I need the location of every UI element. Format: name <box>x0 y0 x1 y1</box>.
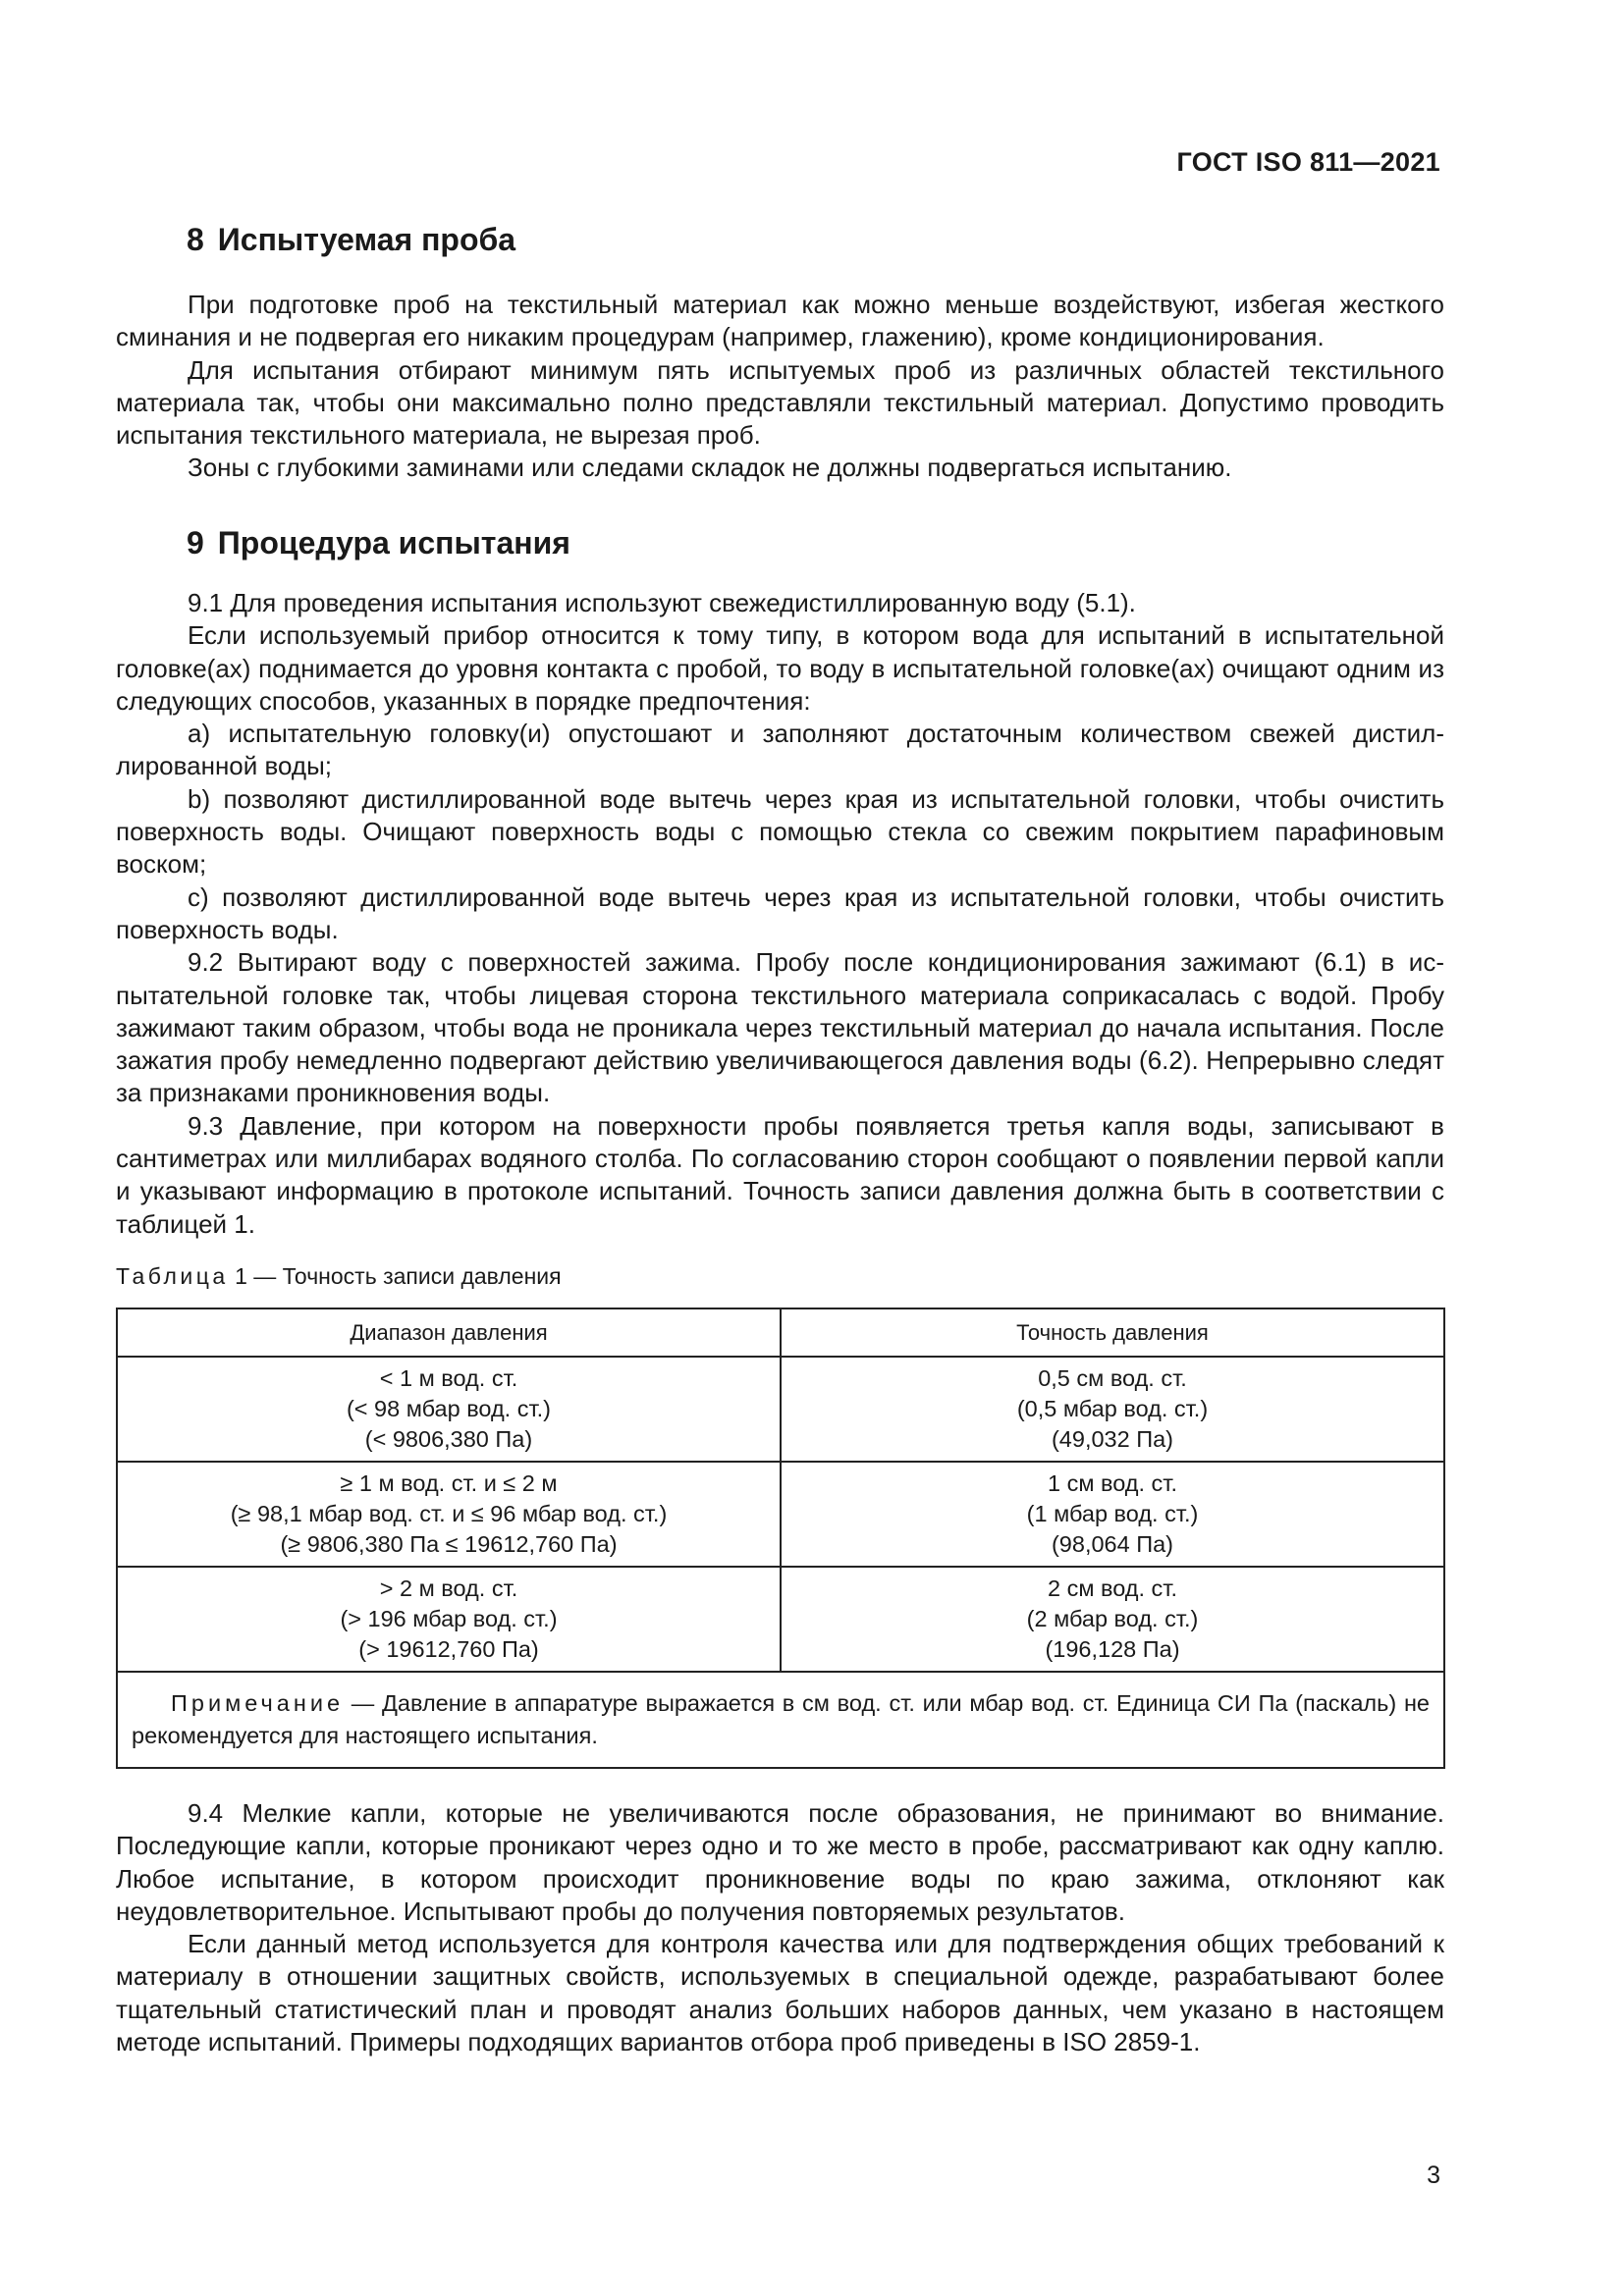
table-cell <box>117 1357 781 1462</box>
paragraph: 9.3 Давление, при котором на поверхности пробы появляется третья капля воды, записывают в сантиметрах или миллибарах водяного столба. По согласованию сторон сообщают о появлении первой капли и указывают информацию в протоколе испытаний. Точность записи давления должна быть в соответствии с таблицей 1. <box>116 1110 1444 1239</box>
cell-line: (98,064 Па) <box>1051 1531 1174 1557</box>
table-note-word: Примечание <box>171 1690 345 1716</box>
cell-line: (≥ 9806,380 Па ≤ 19612,760 Па) <box>280 1531 618 1557</box>
cell-line: (0,5 мбар вод. ст.) <box>1016 1396 1209 1421</box>
cell-line: (1 мбар вод. ст.) <box>1026 1501 1199 1526</box>
cell-line: (> 19612,760 Па) <box>358 1636 539 1662</box>
paragraph: Для испытания отбирают минимум пять испытуемых проб из различных областей текстильного материала так, чтобы они максимально полно представляли текстильный материал. Допустимо проводить испытания текстильного материала, не вырезая проб. <box>116 354 1444 451</box>
table-cell <box>117 1567 781 1672</box>
cell-line: ≥ 1 м вод. ст. и ≤ 2 м <box>340 1470 558 1496</box>
paragraph: Если данный метод используется для контроля качества или для подтверждения общих требований к материалу в отношении защитных свойств, используемых в специальной одежде, разрабатывают более тщательный статистический план и проводят анализ больших наборов данных, чем указано в настоящем методе испытаний. Примеры подходящих вариантов отбора проб приведены в ISO 2859-1. <box>116 1929 1444 2057</box>
table-row <box>117 1567 1444 1672</box>
table-row <box>117 1357 1444 1462</box>
section-9-number: 9 <box>187 525 204 561</box>
page-number: 3 <box>1427 2162 1440 2189</box>
cell-line: (2 мбар вод. ст.) <box>1026 1606 1199 1631</box>
column-header: Диапазон давления <box>117 1308 781 1357</box>
cell-line: (< 9806,380 Па) <box>364 1426 533 1452</box>
section-9-heading <box>187 525 570 561</box>
table-caption-word: Таблица <box>116 1263 229 1289</box>
table-note-text: — Давление в аппаратуре выражается в см вод. ст. или мбар вод. ст. Единица СИ Па (паскаль) не рекомендуется для настоящего испытания. <box>132 1690 1430 1748</box>
paragraph: Если используемый прибор относится к тому типу, в котором вода для испытаний в испытательной головке(ах) поднимается до уровня контакта с пробой, то воду в испытательной головке(ах) очищают одним из следующих способов, указанных в порядке предпочтения: <box>116 620 1444 716</box>
table-header-row <box>117 1308 1444 1357</box>
paragraph: При подготовке проб на текстильный материал как можно меньше воздействуют, избегая жесткого сминания и не подвергая его никаким процедурам (например, глажению), кроме кондиционирования. <box>116 290 1444 352</box>
table-row <box>117 1462 1444 1567</box>
cell-line: 2 см вод. ст. <box>1047 1575 1177 1601</box>
list-item: a) испытательную головку(и) опустошают и заполняют достаточным количеством свежей дистиллированной воды; <box>116 719 1444 781</box>
cell-line: (49,032 Па) <box>1051 1426 1174 1452</box>
table-cell <box>781 1567 1444 1672</box>
cell-line: 1 см вод. ст. <box>1047 1470 1177 1496</box>
section-8-title: Испытуемая проба <box>217 222 516 257</box>
section-8-body <box>116 289 1444 485</box>
table-note <box>117 1672 1444 1768</box>
paragraph: 9.2 Вытирают воду с поверхностей зажима. Пробу после кондиционирования зажимают (6.1) в испытательной головке так, чтобы лицевая сторона текстильного материала соприкасалась с водой. Пробу зажимают таким образом, чтобы вода не проникала через текстильный материал до начала испытания. После зажатия пробу немедленно подвергают действию увеличивающегося давления воды (6.2). Непрерывно следят за признаками проникновения воды. <box>116 947 1444 1108</box>
section-8-number: 8 <box>187 222 204 257</box>
cell-line: > 2 м вод. ст. <box>379 1575 518 1601</box>
table-caption-text: 1 — Точность записи давления <box>228 1263 562 1289</box>
pressure-accuracy-table <box>116 1308 1445 1769</box>
paragraph: 9.1 Для проведения испытания используют свежедистиллированную воду (5.1). <box>188 588 1136 617</box>
section-9-body-top <box>116 587 1444 1241</box>
paragraph: Зоны с глубокими заминами или следами складок не должны подвергаться испытанию. <box>188 453 1232 483</box>
column-header: Точность давления <box>781 1308 1444 1357</box>
list-item: c) позволяют дистиллированной воде вытечь через края из испытательной головки, чтобы очистить поверхность воды. <box>116 881 1444 944</box>
table-note-row <box>117 1672 1444 1768</box>
cell-line: 0,5 см вод. ст. <box>1038 1365 1187 1391</box>
cell-line: (≥ 98,1 мбар вод. ст. и ≤ 96 мбар вод. ст.) <box>230 1501 668 1526</box>
document-code: ГОСТ ISO 811—2021 <box>1176 147 1440 177</box>
cell-line: (196,128 Па) <box>1045 1636 1180 1662</box>
table-cell <box>781 1462 1444 1567</box>
section-9-body-bottom <box>116 1797 1444 2058</box>
cell-line: < 1 м вод. ст. <box>379 1365 518 1391</box>
table-cell <box>781 1357 1444 1462</box>
paragraph: 9.4 Мелкие капли, которые не увеличиваются после образования, не принимают во внимание. Последующие капли, которые проникают через одно и то же место в пробе, рассматривают как одну каплю. Любое испытание, в котором происходит проникновение воды по краю зажима, отклоняют как неудовлетворительное. Испытывают пробы до получения повторяемых результатов. <box>116 1798 1444 1926</box>
section-8-heading <box>187 222 515 258</box>
cell-line: (< 98 мбар вод. ст.) <box>346 1396 552 1421</box>
table-caption <box>116 1263 562 1290</box>
list-item: b) позволяют дистиллированной воде вытечь через края из испытательной головки, чтобы очистить поверхность воды. Очищают поверхность воды с помощью стекла со свежим покрытием парафиновым воском; <box>116 783 1444 880</box>
section-9-title: Процедура испытания <box>217 525 570 561</box>
table-cell <box>117 1462 781 1567</box>
cell-line: (> 196 мбар вод. ст.) <box>340 1606 558 1631</box>
